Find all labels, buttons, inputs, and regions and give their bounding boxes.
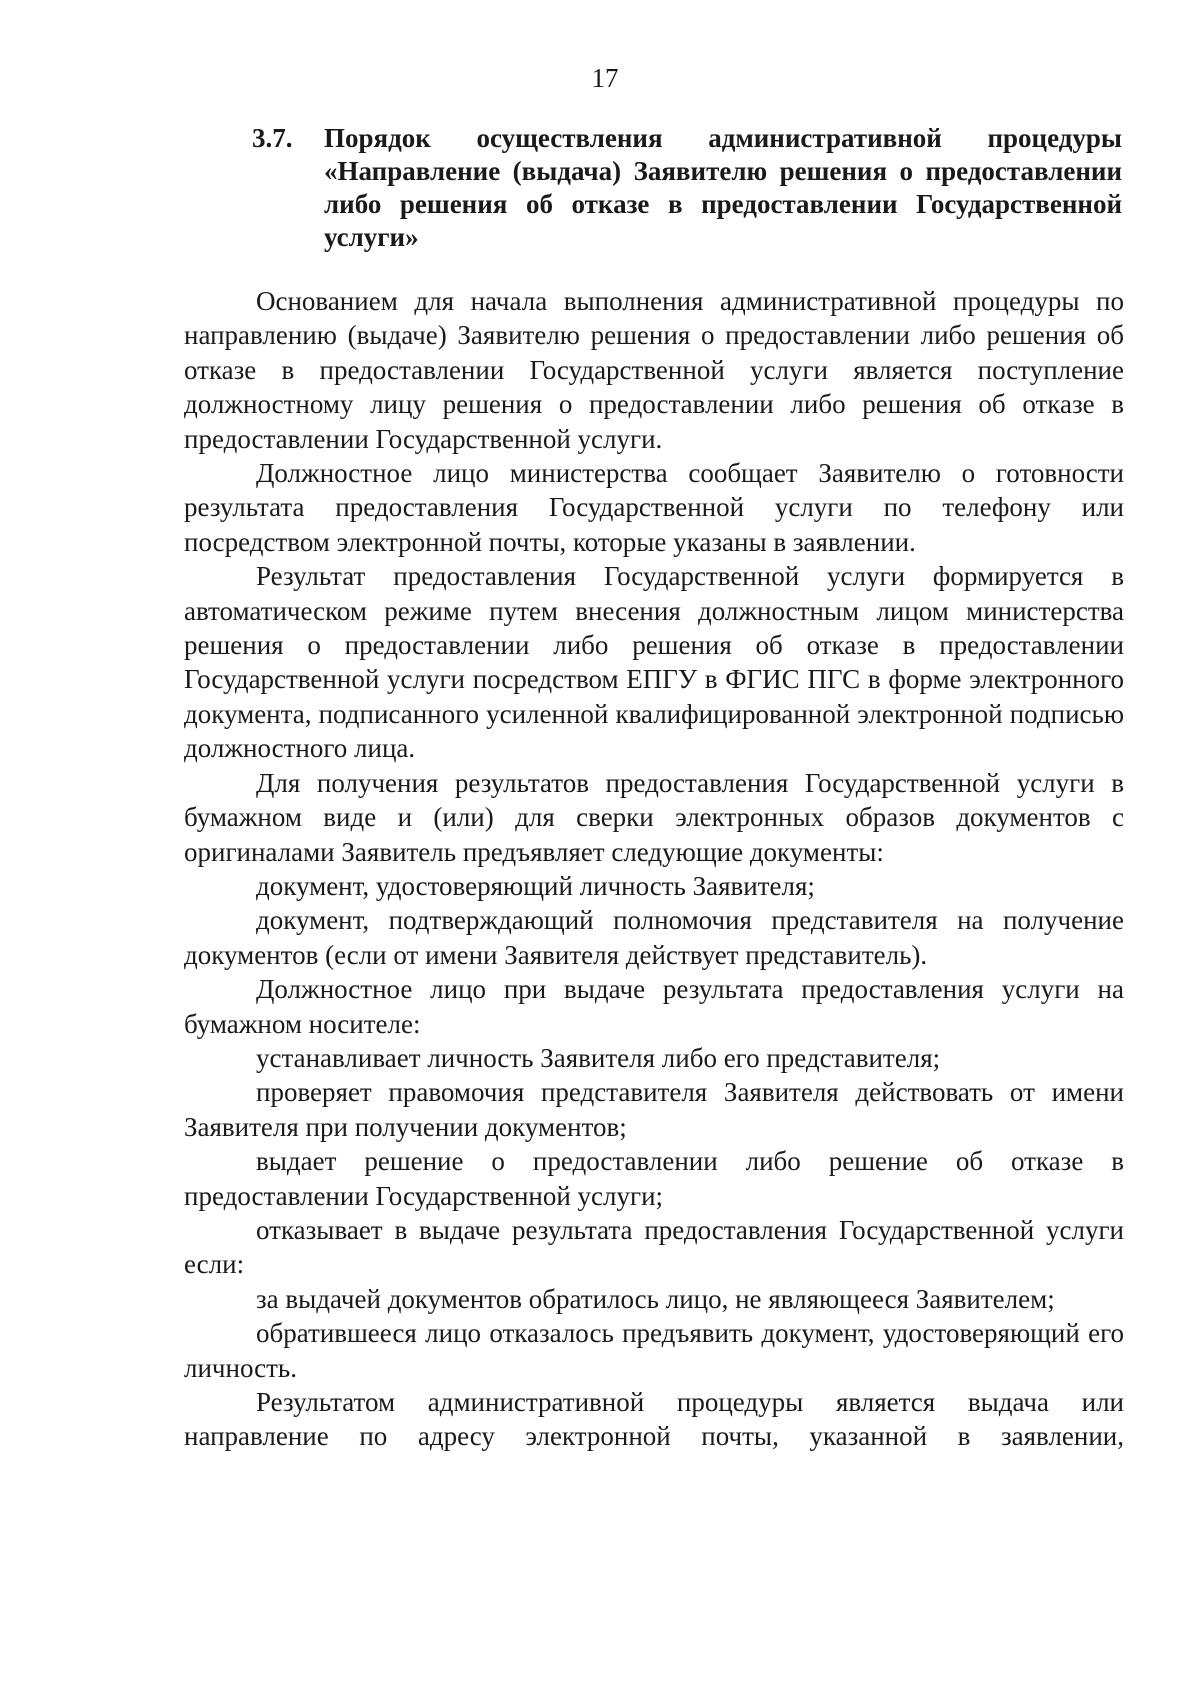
paragraph: Результатом административной процедуры является выдача или направление по адресу электронной почты, указанной в заявлении, <box>184 1387 1124 1452</box>
document-body <box>184 284 1124 1454</box>
list-item: за выдачей документов обратилось лицо, не являющееся Заявителем; <box>256 1283 1055 1314</box>
list-item: обратившееся лицо отказалось предъявить документ, удостоверяющий его личность. <box>184 1318 1124 1383</box>
list-item: документ, удостоверяющий личность Заявителя; <box>256 870 815 901</box>
paragraph: Основанием для начала выполнения административной процедуры по направлению (выдаче) Заявителю решения о предоставлении либо решения об отказе в предоставлении Государственной услуги является поступление должностному лицу решения о предоставлении либо решения об отказе в предоставлении Государственной услуги. <box>184 286 1124 454</box>
list-item: отказывает в выдаче результата предоставления Государственной услуги если: <box>184 1214 1124 1280</box>
section-number: 3.7. <box>252 123 293 153</box>
paragraph: Для получения результатов предоставления Государственной услуги в бумажном виде и (или) для сверки электронных образов документов с оригиналами Заявитель предъявляет следующие документы: <box>184 767 1124 867</box>
page-number: 17 <box>591 63 619 93</box>
section-title: Порядок осуществления административной процедуры «Направление (выдача) Заявителю решения о предоставлении либо решения об отказе в предоставлении Государственной услуги» <box>324 123 1122 252</box>
list-item: выдает решение о предоставлении либо решение об отказе в предоставлении Государственной услуги; <box>184 1146 1124 1211</box>
paragraph: Результат предоставления Государственной услуги формируется в автоматическом режиме путем внесения должностным лицом министерства решения о предоставлении либо решения об отказе в предоставлении Государственной услуги посредством ЕПГУ в ФГИС ПГС в форме электронного документа, подписанного усиленной квалифицированной электронной подписью должностного лица. <box>184 561 1124 764</box>
list-item: устанавливает личность Заявителя либо его представителя; <box>256 1042 941 1073</box>
list-item: проверяет правомочия представителя Заявителя действовать от имени Заявителя при получении документов; <box>184 1077 1124 1142</box>
paragraph: Должностное лицо при выдаче результата предоставления услуги на бумажном носителе: <box>184 974 1124 1039</box>
list-item: документ, подтверждающий полномочия представителя на получение документов (если от имени Заявителя действует представитель). <box>184 905 1124 970</box>
paragraph: Должностное лицо министерства сообщает Заявителю о готовности результата предоставления Государственной услуги по телефону или посредством электронной почты, которые указаны в заявлении. <box>184 458 1124 557</box>
section-heading <box>252 122 1122 254</box>
